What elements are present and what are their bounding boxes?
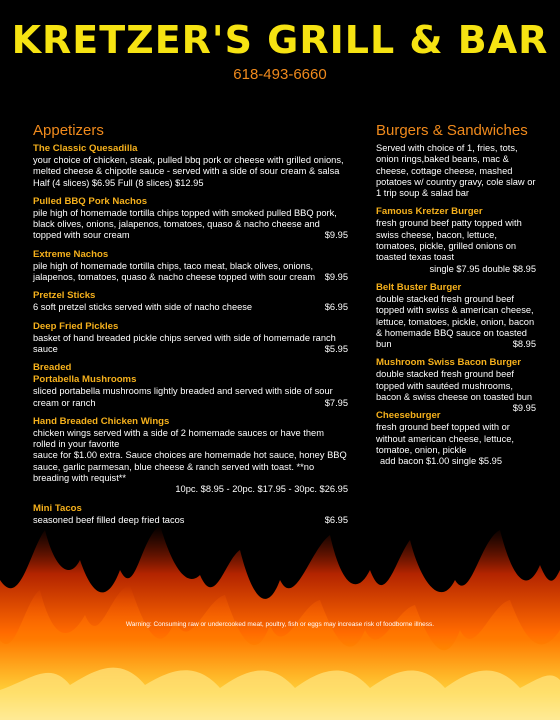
item-price: $6.95	[324, 514, 348, 525]
item-desc-text: basket of hand breaded pickle chips served with side of homemade ranch sauce	[33, 332, 336, 354]
item-price: $6.95	[324, 302, 348, 313]
item-price: single $5.95	[451, 456, 503, 467]
item-price: $5.95	[324, 343, 348, 354]
item-name: Breaded	[33, 362, 72, 374]
flames-background	[0, 520, 560, 720]
menu-item-chicken-wings	[33, 416, 348, 496]
item-name: Famous Kretzer Burger	[376, 206, 483, 218]
item-price: $8.95	[512, 339, 536, 350]
item-name: Pretzel Sticks	[33, 290, 96, 302]
item-desc	[376, 294, 536, 350]
item-desc	[33, 515, 348, 526]
item-desc-text: double stacked fresh ground beef topped with swiss & american cheese, lettuce, tomatoes, pickle, onion, bacon & homemade BBQ sauce on toasted bun	[376, 293, 535, 350]
item-desc	[376, 369, 536, 414]
item-addon	[376, 456, 536, 467]
item-desc: chicken wings served with a side of 2 homemade sauces or have them rolled in your favorite	[33, 427, 324, 450]
menu-item-belt-buster	[376, 282, 536, 350]
item-price: 10pc. $8.95 - 20pc. $17.95 - 30pc. $26.95	[175, 484, 348, 495]
item-name: Pulled BBQ Pork Nachos	[33, 195, 148, 207]
item-desc-text: pile high of homemade tortilla chips topped with smoked pulled BBQ pork, black olives, onions, jalapenos, tomatoes, quaso & nacho cheese and topped with sour cream	[33, 207, 337, 241]
item-desc: fresh ground beef patty topped with swiss cheese, bacon, lettuce, tomatoes, pickle, grilled onions on toasted texas toast	[376, 218, 522, 263]
item-desc-text: 6 soft pretzel sticks served with side of nacho cheese	[33, 302, 253, 313]
item-desc	[33, 386, 348, 409]
item-addon-text: add bacon $1.00	[380, 456, 450, 467]
item-price: $9.95	[324, 230, 348, 241]
menu-item-cheeseburger	[376, 410, 536, 467]
menu-item-bbq-nachos	[33, 196, 348, 242]
appetizers-section	[33, 122, 348, 533]
menu-item-fried-pickles	[33, 321, 348, 356]
item-name: The Classic Quesadilla	[33, 143, 138, 154]
item-desc	[33, 302, 348, 313]
item-price: single $7.95 double $8.95	[429, 263, 536, 274]
item-desc-text: double stacked fresh ground beef topped with sautéed mushrooms, bacon & swiss cheese on toasted bun	[376, 369, 533, 403]
item-name: Mini Tacos	[33, 502, 82, 514]
item-name-line2: Portabella Mushrooms	[33, 374, 137, 386]
item-desc: your choice of chicken, steak, pulled bbq pork or cheese with grilled onions, melted cheese & chipotle sauce - served with a side of sour cream & salsa Half (4 slices) $6.95 Full (8 slices) $12.95	[33, 155, 344, 188]
item-name: Extreme Nachos	[33, 248, 109, 260]
section-title-burgers: Burgers & Sandwiches	[376, 122, 528, 139]
menu-item-portabella	[33, 362, 348, 409]
burgers-intro: Served with choice of 1, fries, tots, onion rings,baked beans, mac & cheese, cottage cheese, mashed potatoes w/ country gravy, cole slaw or 1 trip soup & salad bar	[376, 143, 536, 199]
item-desc-text: sliced portabella mushrooms lightly breaded and served with side of sour cream or ranch	[33, 386, 333, 408]
food-safety-warning: Warning: Consuming raw or undercooked meat, poultry, fish or eggs may increase risk of foodborne illness.	[125, 621, 435, 628]
menu-item-mushroom-swiss	[376, 357, 536, 414]
item-desc-2: sauce for $1.00 extra. Sauce choices are homemade hot sauce, honey BBQ sauce, garlic parmesan, blue cheese & ranch served with toast. **no breading with requist**	[33, 450, 347, 484]
phone-number: 618-493-6660	[233, 66, 327, 83]
item-desc	[33, 333, 348, 356]
item-price: $9.95	[512, 403, 536, 414]
burgers-section	[376, 122, 536, 475]
restaurant-name: KRETZER'S GRILL & BAR	[11, 18, 549, 62]
item-desc	[33, 208, 348, 242]
menu-item-pretzel-sticks	[33, 290, 348, 313]
item-desc: fresh ground beef topped with or without american cheese, lettuce, tomatoe, onion, pickle	[376, 422, 514, 455]
item-name: Hand Breaded Chicken Wings	[33, 415, 170, 427]
item-desc-text: pile high of homemade tortilla chips, taco meat, black olives, onions, jalapenos, tomatoes, quaso & nacho cheese topped with sour cream	[33, 260, 316, 283]
item-name: Deep Fried Pickles	[33, 320, 119, 332]
item-price: $7.95	[324, 397, 348, 408]
item-desc	[33, 261, 348, 284]
menu-item-extreme-nachos	[33, 249, 348, 284]
item-name: Mushroom Swiss Bacon Burger	[376, 357, 521, 369]
item-name: Cheeseburger	[376, 410, 441, 422]
item-desc-text: seasoned beef filled deep fried tacos	[33, 514, 185, 525]
item-price: $9.95	[324, 272, 348, 283]
menu-item-kretzer-burger	[376, 206, 536, 274]
flames-graphic	[0, 520, 560, 720]
section-title-appetizers: Appetizers	[33, 122, 104, 139]
menu-item-mini-tacos	[33, 503, 348, 526]
item-name: Belt Buster Burger	[376, 281, 462, 293]
menu-item-quesadilla	[33, 143, 348, 189]
